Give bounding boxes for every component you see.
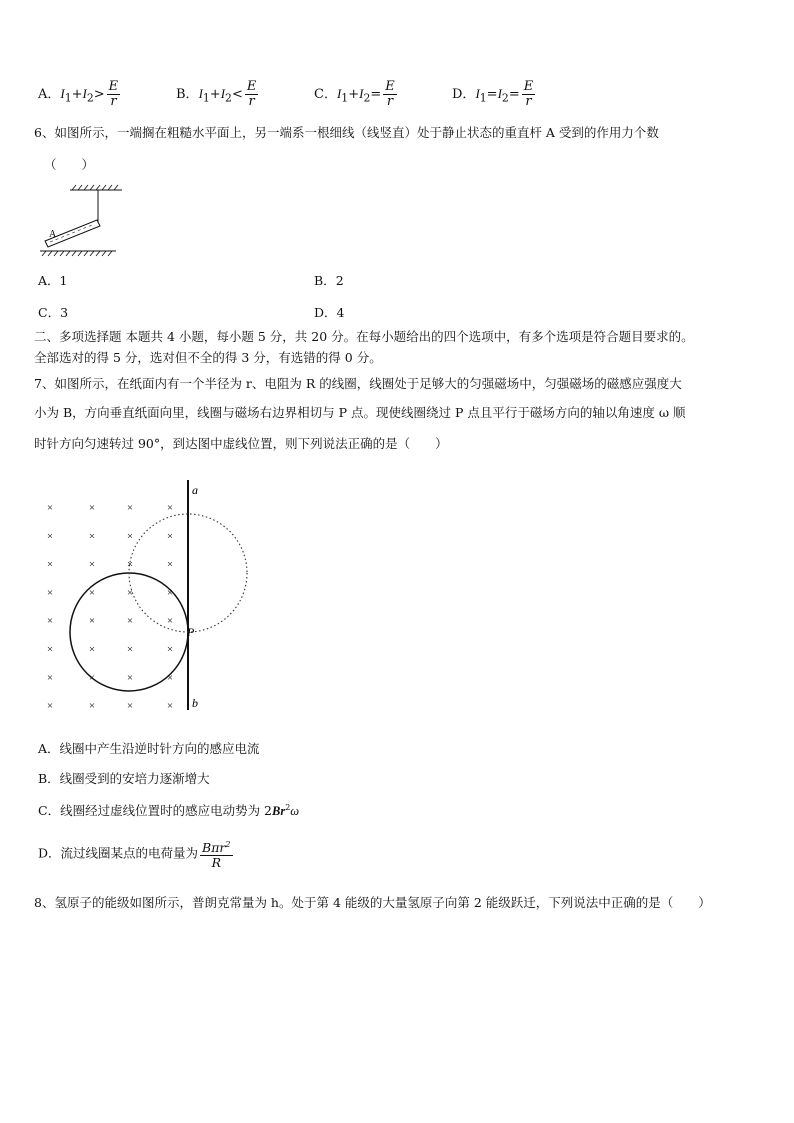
field-cross: × — [166, 671, 174, 684]
field-cross: × — [126, 643, 134, 656]
q5-option-a: A．$I_1+I_2>$ $\frac{E}{r}$ — [38, 79, 119, 109]
field-cross: × — [126, 558, 134, 571]
q6-option-a: A．1 — [38, 273, 68, 288]
field-cross: × — [166, 700, 174, 713]
field-cross: × — [166, 530, 174, 543]
field-cross: × — [46, 700, 54, 713]
q7-option-a: A．线圈中产生沿逆时针方向的感应电流 — [38, 741, 260, 756]
q7-option-c: C．线圈经过虚线位置时的感应电动势为 2Br$^2$ω — [38, 802, 300, 818]
field-cross: × — [126, 615, 134, 628]
section2-instructions-line2: 全部选对的得 5 分，选对但不全的得 3 分，有选错的得 0 分。 — [34, 350, 382, 365]
q6-answer-blank: （ ） — [44, 157, 95, 172]
q6-rod-figure — [40, 184, 130, 259]
q6-option-d: D．4 — [314, 305, 345, 320]
field-cross: × — [46, 671, 54, 684]
field-cross: × — [126, 700, 134, 713]
q6-stem: 6、如图所示，一端搁在粗糙水平面上，另一端系一根细线（线竖直）处于静止状态的重直杆 A 受到的作用力个数 — [34, 125, 659, 140]
q7-option-d: D．流过线圈某点的电荷量为 $\frac{B\pi r^2}{R}$ — [38, 840, 231, 871]
rod-label: A — [49, 229, 57, 240]
q7-stem-line3: 时针方向匀速转过 90°，到达图中虚线位置，则下列说法正确的是（ ） — [34, 436, 448, 451]
field-cross: × — [46, 530, 54, 543]
field-cross: × — [46, 502, 54, 514]
label-P: P — [187, 625, 195, 639]
q8-stem: 8、氢原子的能级如图所示，普朗克常量为 h。处于第 4 能级的大量氢原子向第 2 能级跃迁，下列说法中正确的是（ ） — [34, 895, 711, 910]
q6-option-b: B．2 — [314, 273, 344, 288]
field-cross: × — [126, 586, 134, 599]
label-a: a — [192, 483, 198, 497]
q5-option-d: D．$I_1=I_2=$ $\frac{E}{r}$ — [452, 79, 534, 109]
q7-option-b: B．线圈受到的安培力逐渐增大 — [38, 771, 210, 786]
field-cross: × — [46, 615, 54, 628]
label-b: b — [192, 696, 198, 710]
field-cross: × — [88, 643, 96, 656]
field-crosses — [47, 502, 173, 712]
q6-option-c: C．3 — [38, 305, 69, 320]
q7-stem-line1: 7、如图所示，在纸面内有一个半径为 r、电阻为 R 的线圈，线圈处于足够大的匀强磁场中，匀强磁场的磁感应强度大 — [34, 376, 682, 391]
section2-instructions-line1: 二、多项选择题 本题共 4 小题，每小题 5 分，共 20 分。在每小题给出的四个选项中，有多个选项是符合题目要求的。 — [34, 329, 694, 344]
field-cross: × — [88, 700, 96, 713]
field-cross: × — [88, 671, 96, 684]
field-cross: × — [166, 586, 174, 599]
field-cross: × — [46, 586, 54, 599]
q7-magnetic-field-figure — [30, 478, 260, 718]
field-cross: × — [166, 643, 174, 656]
field-cross: × — [126, 530, 134, 543]
field-cross: × — [46, 643, 54, 656]
field-cross: × — [88, 586, 96, 599]
field-cross: × — [166, 558, 174, 571]
field-cross: × — [46, 558, 54, 571]
field-cross: × — [166, 502, 174, 514]
q7-stem-line2: 小为 B，方向垂直纸面向里，线圈与磁场右边界相切与 P 点。现使线圈绕过 P 点且平行于磁场方向的轴以角速度 ω 顺 — [34, 405, 686, 420]
field-cross: × — [126, 671, 134, 684]
q5-option-b: B．$I_1+I_2<$ $\frac{E}{r}$ — [176, 79, 257, 109]
field-cross: × — [166, 615, 174, 628]
field-cross: × — [88, 615, 96, 628]
field-cross: × — [88, 502, 96, 514]
field-cross: × — [88, 530, 96, 543]
q5-option-c: C．$I_1+I_2=$ $\frac{E}{r}$ — [314, 79, 395, 109]
field-cross: × — [126, 502, 134, 514]
field-cross: × — [88, 558, 96, 571]
